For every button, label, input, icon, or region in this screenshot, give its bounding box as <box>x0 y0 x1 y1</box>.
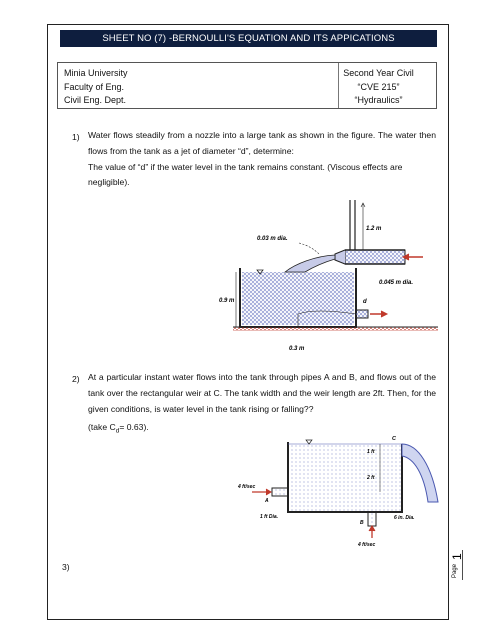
label-2ft: 2 ft <box>367 475 375 481</box>
course-year: Second Year Civil <box>343 68 414 78</box>
nozzle-jet <box>285 255 335 272</box>
page-number-marker <box>448 550 464 580</box>
coefficient-prefix: (take C <box>88 422 116 433</box>
weir-nappe <box>402 444 438 502</box>
pipe-a <box>272 488 288 496</box>
label-pipe-a: A <box>265 498 269 504</box>
course-code: “CVE 215” <box>357 81 400 92</box>
question-1-number: 1) <box>72 132 80 142</box>
label-pipe-a-flow: 4 ft/sec <box>238 484 256 490</box>
question-2-figure <box>230 436 440 552</box>
label-pipe-b-dia: 6 in. Dia. <box>394 515 415 521</box>
course-info-box <box>57 62 437 109</box>
label-pipe-b-flow: 4 ft/sec <box>358 542 376 548</box>
question-3-number: 3) <box>62 562 70 572</box>
faculty-name: Faculty of Eng. <box>64 81 125 92</box>
label-0-9m: 0.9 m <box>219 298 235 304</box>
question-2-number: 2) <box>72 374 80 384</box>
label-1-2m: 1.2 m <box>366 226 382 232</box>
pipe-b <box>368 512 376 526</box>
nozzle <box>335 250 345 264</box>
coefficient-value: = 0.63). <box>119 422 149 433</box>
label-pipe-b: B <box>360 520 364 526</box>
course-name: “Hydraulics” <box>354 95 403 105</box>
university-name: Minia University <box>64 68 128 78</box>
tank-2-water <box>290 444 402 512</box>
university-info <box>64 67 128 108</box>
question-2-statement: At a particular instant water flows into the tank through pipes A and B, and flows out of the tank over the rectangular weir at C. The tank width and the weir length are 2ft. Then, for the given conditions, is water level in the tank rising or falling?? <box>88 372 436 414</box>
label-nozzle-dia: 0.03 m dia. <box>257 236 288 242</box>
ground-hatch <box>233 327 438 331</box>
question-1-text <box>88 128 436 191</box>
question-1-statement: Water flows steadily from a nozzle into a large tank as shown in the figure. The water then flows from the tank as a jet of diameter “d”, determine: <box>88 130 436 156</box>
supply-pipe <box>345 250 405 264</box>
page-number: 1 <box>450 553 464 560</box>
coefficient-subscript: d <box>115 428 120 436</box>
question-2-text <box>88 370 436 440</box>
label-weir-c: C <box>392 436 396 442</box>
department-name: Civil Eng. Dept. <box>64 95 127 105</box>
outlet-pipe <box>356 310 368 318</box>
label-1ft: 1 ft <box>367 449 375 455</box>
course-info <box>331 67 426 108</box>
sheet-title: SHEET NO (7) -BERNOULLI'S EQUATION AND ITS APPICATIONS <box>60 30 437 47</box>
question-1-figure <box>215 200 440 360</box>
label-pipe-a-dia: 1 ft Dia. <box>260 514 279 520</box>
page-label: Page <box>452 563 458 578</box>
question-1-requirement: The value of “d” if the water level in the tank remains constant. (Viscous effects are negligible). <box>88 161 403 188</box>
label-jet-d: d <box>363 299 367 305</box>
water-level-symbol-2 <box>306 440 312 444</box>
label-0-3m: 0.3 m <box>289 346 305 352</box>
label-pipe-dia: 0.045 m dia. <box>379 280 414 286</box>
